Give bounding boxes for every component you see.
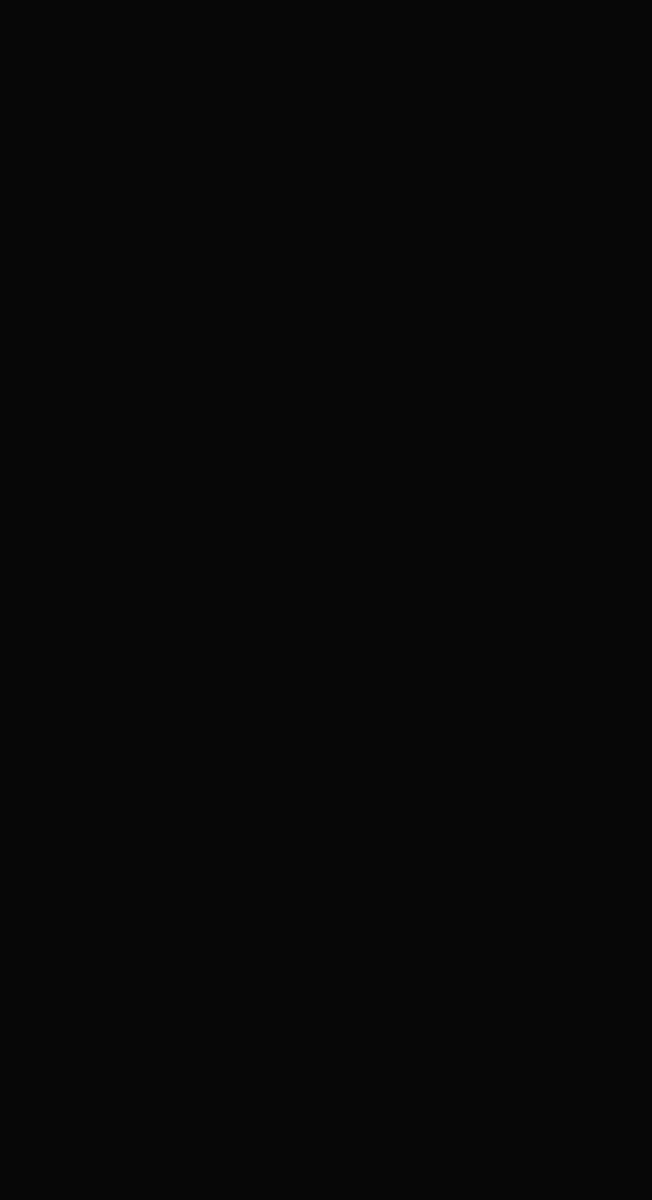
mandala-left-icon — [0, 200, 230, 640]
menu-page — [0, 0, 652, 32]
mandala-right-icon — [482, 760, 652, 1120]
